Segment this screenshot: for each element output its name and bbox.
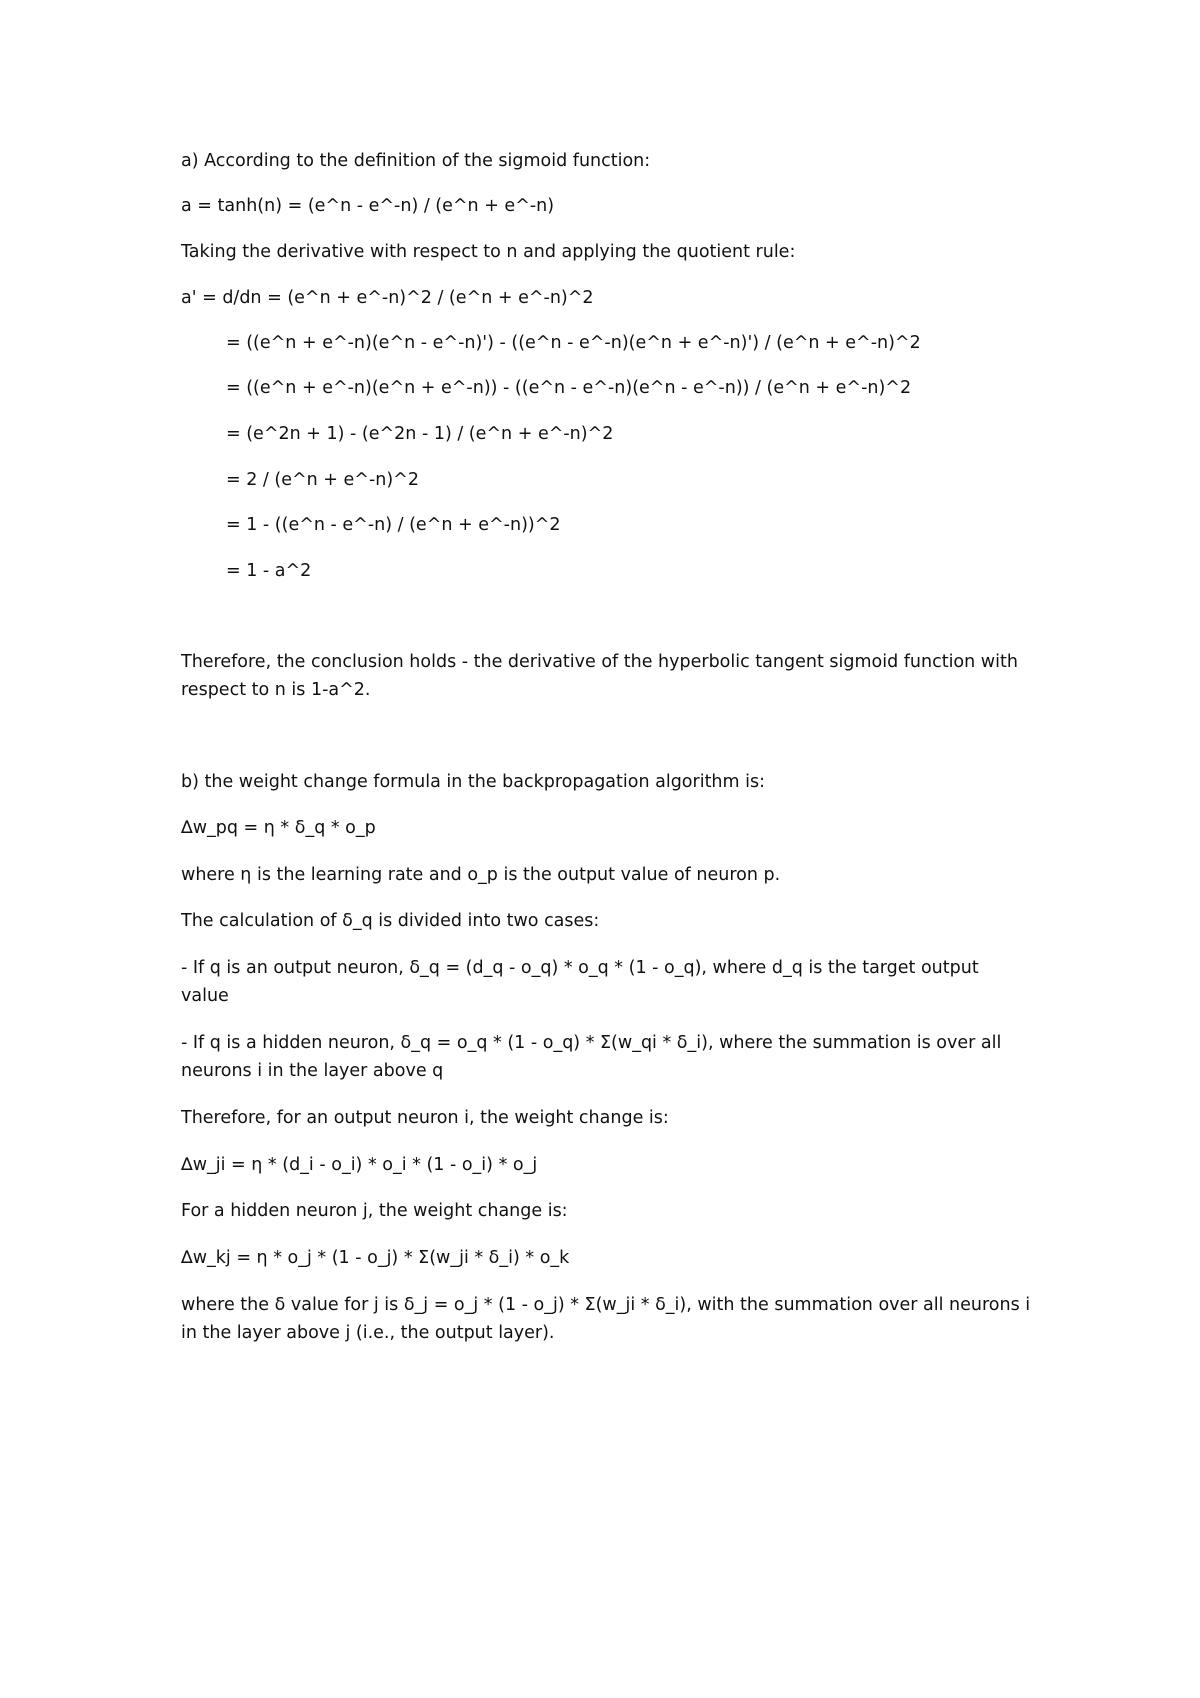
- output-neuron-intro: Therefore, for an output neuron i, the weight change is:: [181, 1108, 669, 1128]
- part-b-closing: where the δ value for j is δ_j = o_j * (1 - o_j) * Σ(w_ji * δ_i), with the summation over all neurons i in the layer above j (i.e., the output layer).: [181, 1295, 1031, 1343]
- derivation-step: = (e^2n + 1) - (e^2n - 1) / (e^n + e^-n)^2: [226, 424, 614, 444]
- hidden-neuron-intro: For a hidden neuron j, the weight change is:: [181, 1201, 568, 1221]
- derivation-step: = ((e^n + e^-n)(e^n + e^-n)) - ((e^n - e^-n)(e^n - e^-n)) / (e^n + e^-n)^2: [226, 378, 912, 398]
- part-a-intro: a) According to the definition of the sigmoid function:: [181, 151, 651, 171]
- derivation-step: = 1 - ((e^n - e^-n) / (e^n + e^-n))^2: [226, 515, 561, 535]
- part-a-conclusion: Therefore, the conclusion holds - the derivative of the hyperbolic tangent sigmoid function with respect to n is 1-a^2.: [181, 652, 1018, 700]
- part-a-definition: a = tanh(n) = (e^n - e^-n) / (e^n + e^-n): [181, 196, 555, 216]
- part-b-intro: b) the weight change formula in the backpropagation algorithm is:: [181, 772, 766, 792]
- weight-change-formula: ∆w_pq = η * δ_q * o_p: [181, 818, 376, 838]
- derivation-step: = ((e^n + e^-n)(e^n - e^-n)') - ((e^n - e^-n)(e^n + e^-n)') / (e^n + e^-n)^2: [226, 333, 921, 353]
- case-output-neuron: - If q is an output neuron, δ_q = (d_q - o_q) * o_q * (1 - o_q), where d_q is the target output value: [181, 958, 979, 1006]
- case-hidden-neuron: - If q is a hidden neuron, δ_q = o_q * (1 - o_q) * Σ(w_qi * δ_i), where the summation is over all neurons i in the layer above q: [181, 1033, 1002, 1081]
- derivation-step: = 1 - a^2: [226, 561, 312, 581]
- derivation-step: a' = d/dn = (e^n + e^-n)^2 / (e^n + e^-n)^2: [181, 288, 594, 308]
- part-b-where: where η is the learning rate and o_p is the output value of neuron p.: [181, 865, 781, 885]
- cases-intro: The calculation of δ_q is divided into two cases:: [181, 911, 600, 931]
- derivation-step: = 2 / (e^n + e^-n)^2: [226, 470, 419, 490]
- part-a-method: Taking the derivative with respect to n and applying the quotient rule:: [181, 242, 796, 262]
- hidden-neuron-formula: ∆w_kj = η * o_j * (1 - o_j) * Σ(w_ji * δ_i) * o_k: [181, 1248, 570, 1268]
- output-neuron-formula: ∆w_ji = η * (d_i - o_i) * o_i * (1 - o_i) * o_j: [181, 1155, 538, 1175]
